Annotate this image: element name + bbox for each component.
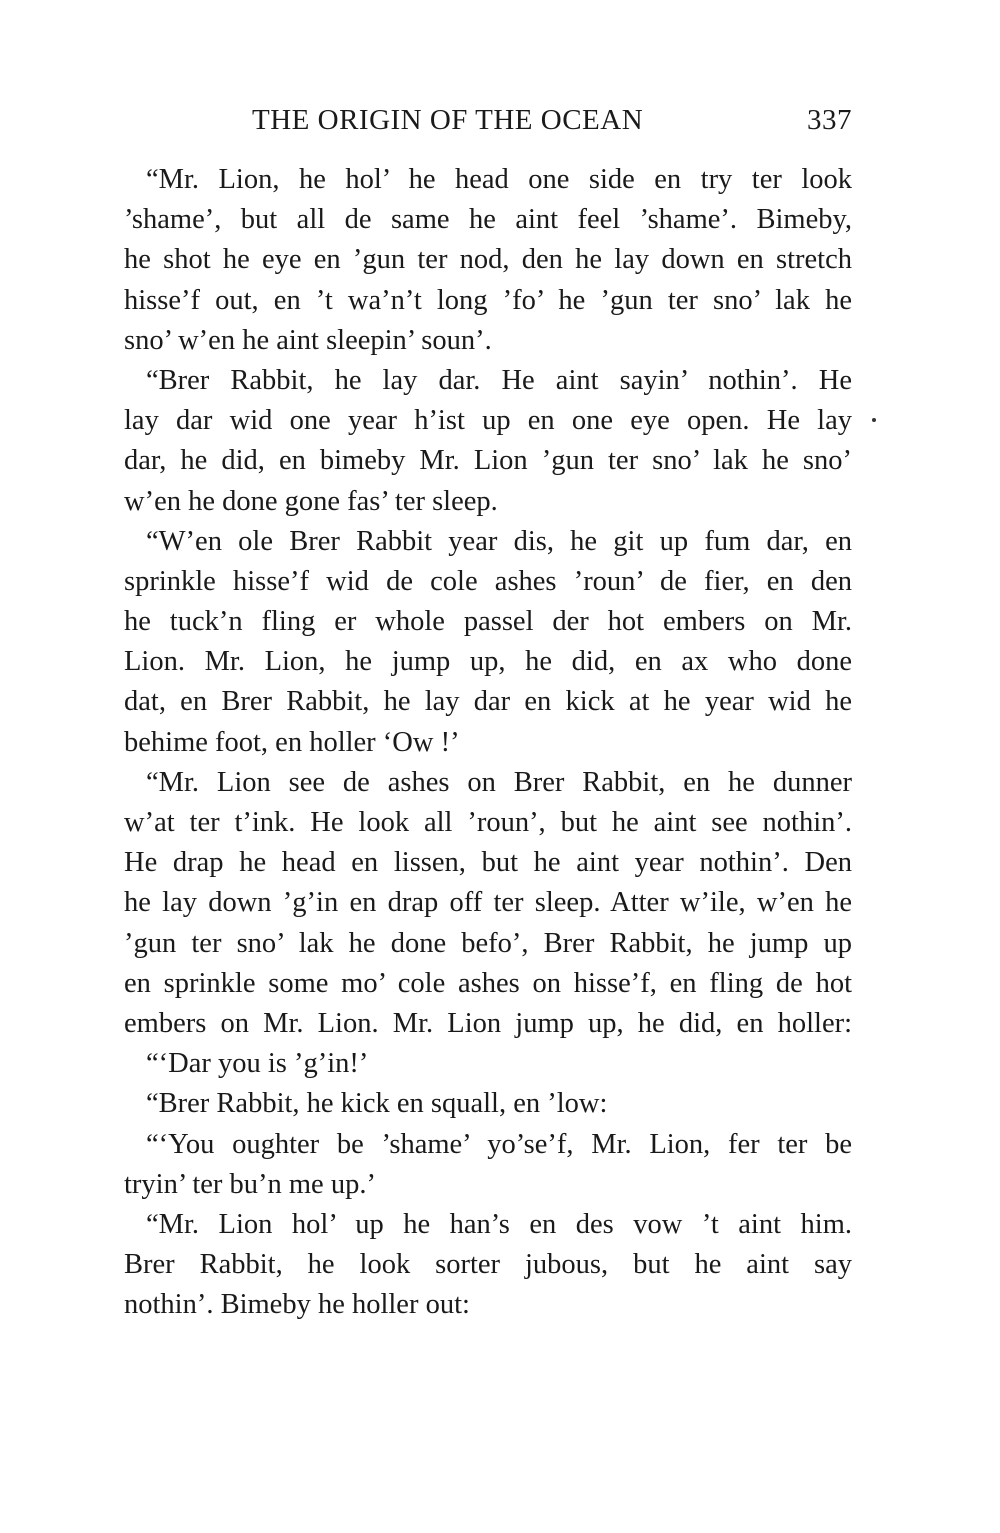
- text-line: dar, he did, en bimeby Mr. Lion ’gun ter sno’ lak he sno’: [124, 445, 852, 477]
- page-number: 337: [807, 104, 852, 136]
- text-line: “‘Dar you is ’g’in!’: [146, 1048, 369, 1080]
- text-line: “Mr. Lion hol’ up he han’s en des vow ’t aint him.: [146, 1208, 852, 1240]
- ink-speck: [872, 418, 876, 422]
- text-line: “Mr. Lion see de ashes on Brer Rabbit, en he dunner: [146, 766, 852, 798]
- text-line: ’gun ter sno’ lak he done befo’, Brer Rabbit, he jump up: [124, 927, 852, 959]
- text-line: tryin’ ter bu’n me up.’: [124, 1168, 376, 1200]
- text-line: he lay down ’g’in en drap off ter sleep. Atter w’ile, w’en he: [124, 887, 852, 919]
- text-line: he shot he eye en ’gun ter nod, den he lay down en stretch: [124, 244, 852, 276]
- text-line: nothin’. Bimeby he holler out:: [124, 1289, 470, 1321]
- text-line: “‘You oughter be ’shame’ yo’se’f, Mr. Lion, fer ter be: [146, 1128, 852, 1160]
- text-line: sno’ w’en he aint sleepin’ soun’.: [124, 324, 492, 356]
- text-line: lay dar wid one year h’ist up en one eye open. He lay: [124, 405, 852, 437]
- text-line: he tuck’n fling er whole passel der hot embers on Mr.: [124, 606, 852, 638]
- text-line: sprinkle hisse’f wid de cole ashes ’roun’ de fier, en den: [124, 565, 852, 597]
- running-title: THE ORIGIN OF THE OCEAN: [252, 104, 644, 136]
- text-line: “Brer Rabbit, he lay dar. He aint sayin’ nothin’. He: [146, 364, 852, 396]
- text-line: w’en he done gone fas’ ter sleep.: [124, 485, 498, 517]
- text-line: Lion. Mr. Lion, he jump up, he did, en ax who done: [124, 646, 852, 678]
- text-line: “Mr. Lion, he hol’ he head one side en try ter look: [146, 164, 852, 195]
- text-line: ’shame’, but all de same he aint feel ’shame’. Bimeby,: [124, 204, 852, 236]
- text-line: “Brer Rabbit, he kick en squall, en ’low:: [146, 1088, 608, 1120]
- text-line: behime foot, en holler ‘Ow !’: [124, 726, 460, 758]
- text-line: dat, en Brer Rabbit, he lay dar en kick at he year wid he: [124, 686, 852, 718]
- text-line: hisse’f out, en ’t wa’n’t long ’fo’ he ’gun ter sno’ lak he: [124, 284, 852, 316]
- text-line: en sprinkle some mo’ cole ashes on hisse’f, en fling de hot: [124, 967, 852, 999]
- body-text: [124, 160, 852, 1325]
- text-line: embers on Mr. Lion. Mr. Lion jump up, he did, en holler:: [124, 1007, 852, 1039]
- text-line: “W’en ole Brer Rabbit year dis, he git up fum dar, en: [146, 525, 852, 557]
- text-line: Brer Rabbit, he look sorter jubous, but he aint say: [124, 1249, 852, 1281]
- text-line: He drap he head en lissen, but he aint year nothin’. Den: [124, 847, 852, 879]
- page-header: [124, 104, 852, 144]
- text-line: w’at ter t’ink. He look all ’roun’, but he aint see nothin’.: [124, 807, 852, 838]
